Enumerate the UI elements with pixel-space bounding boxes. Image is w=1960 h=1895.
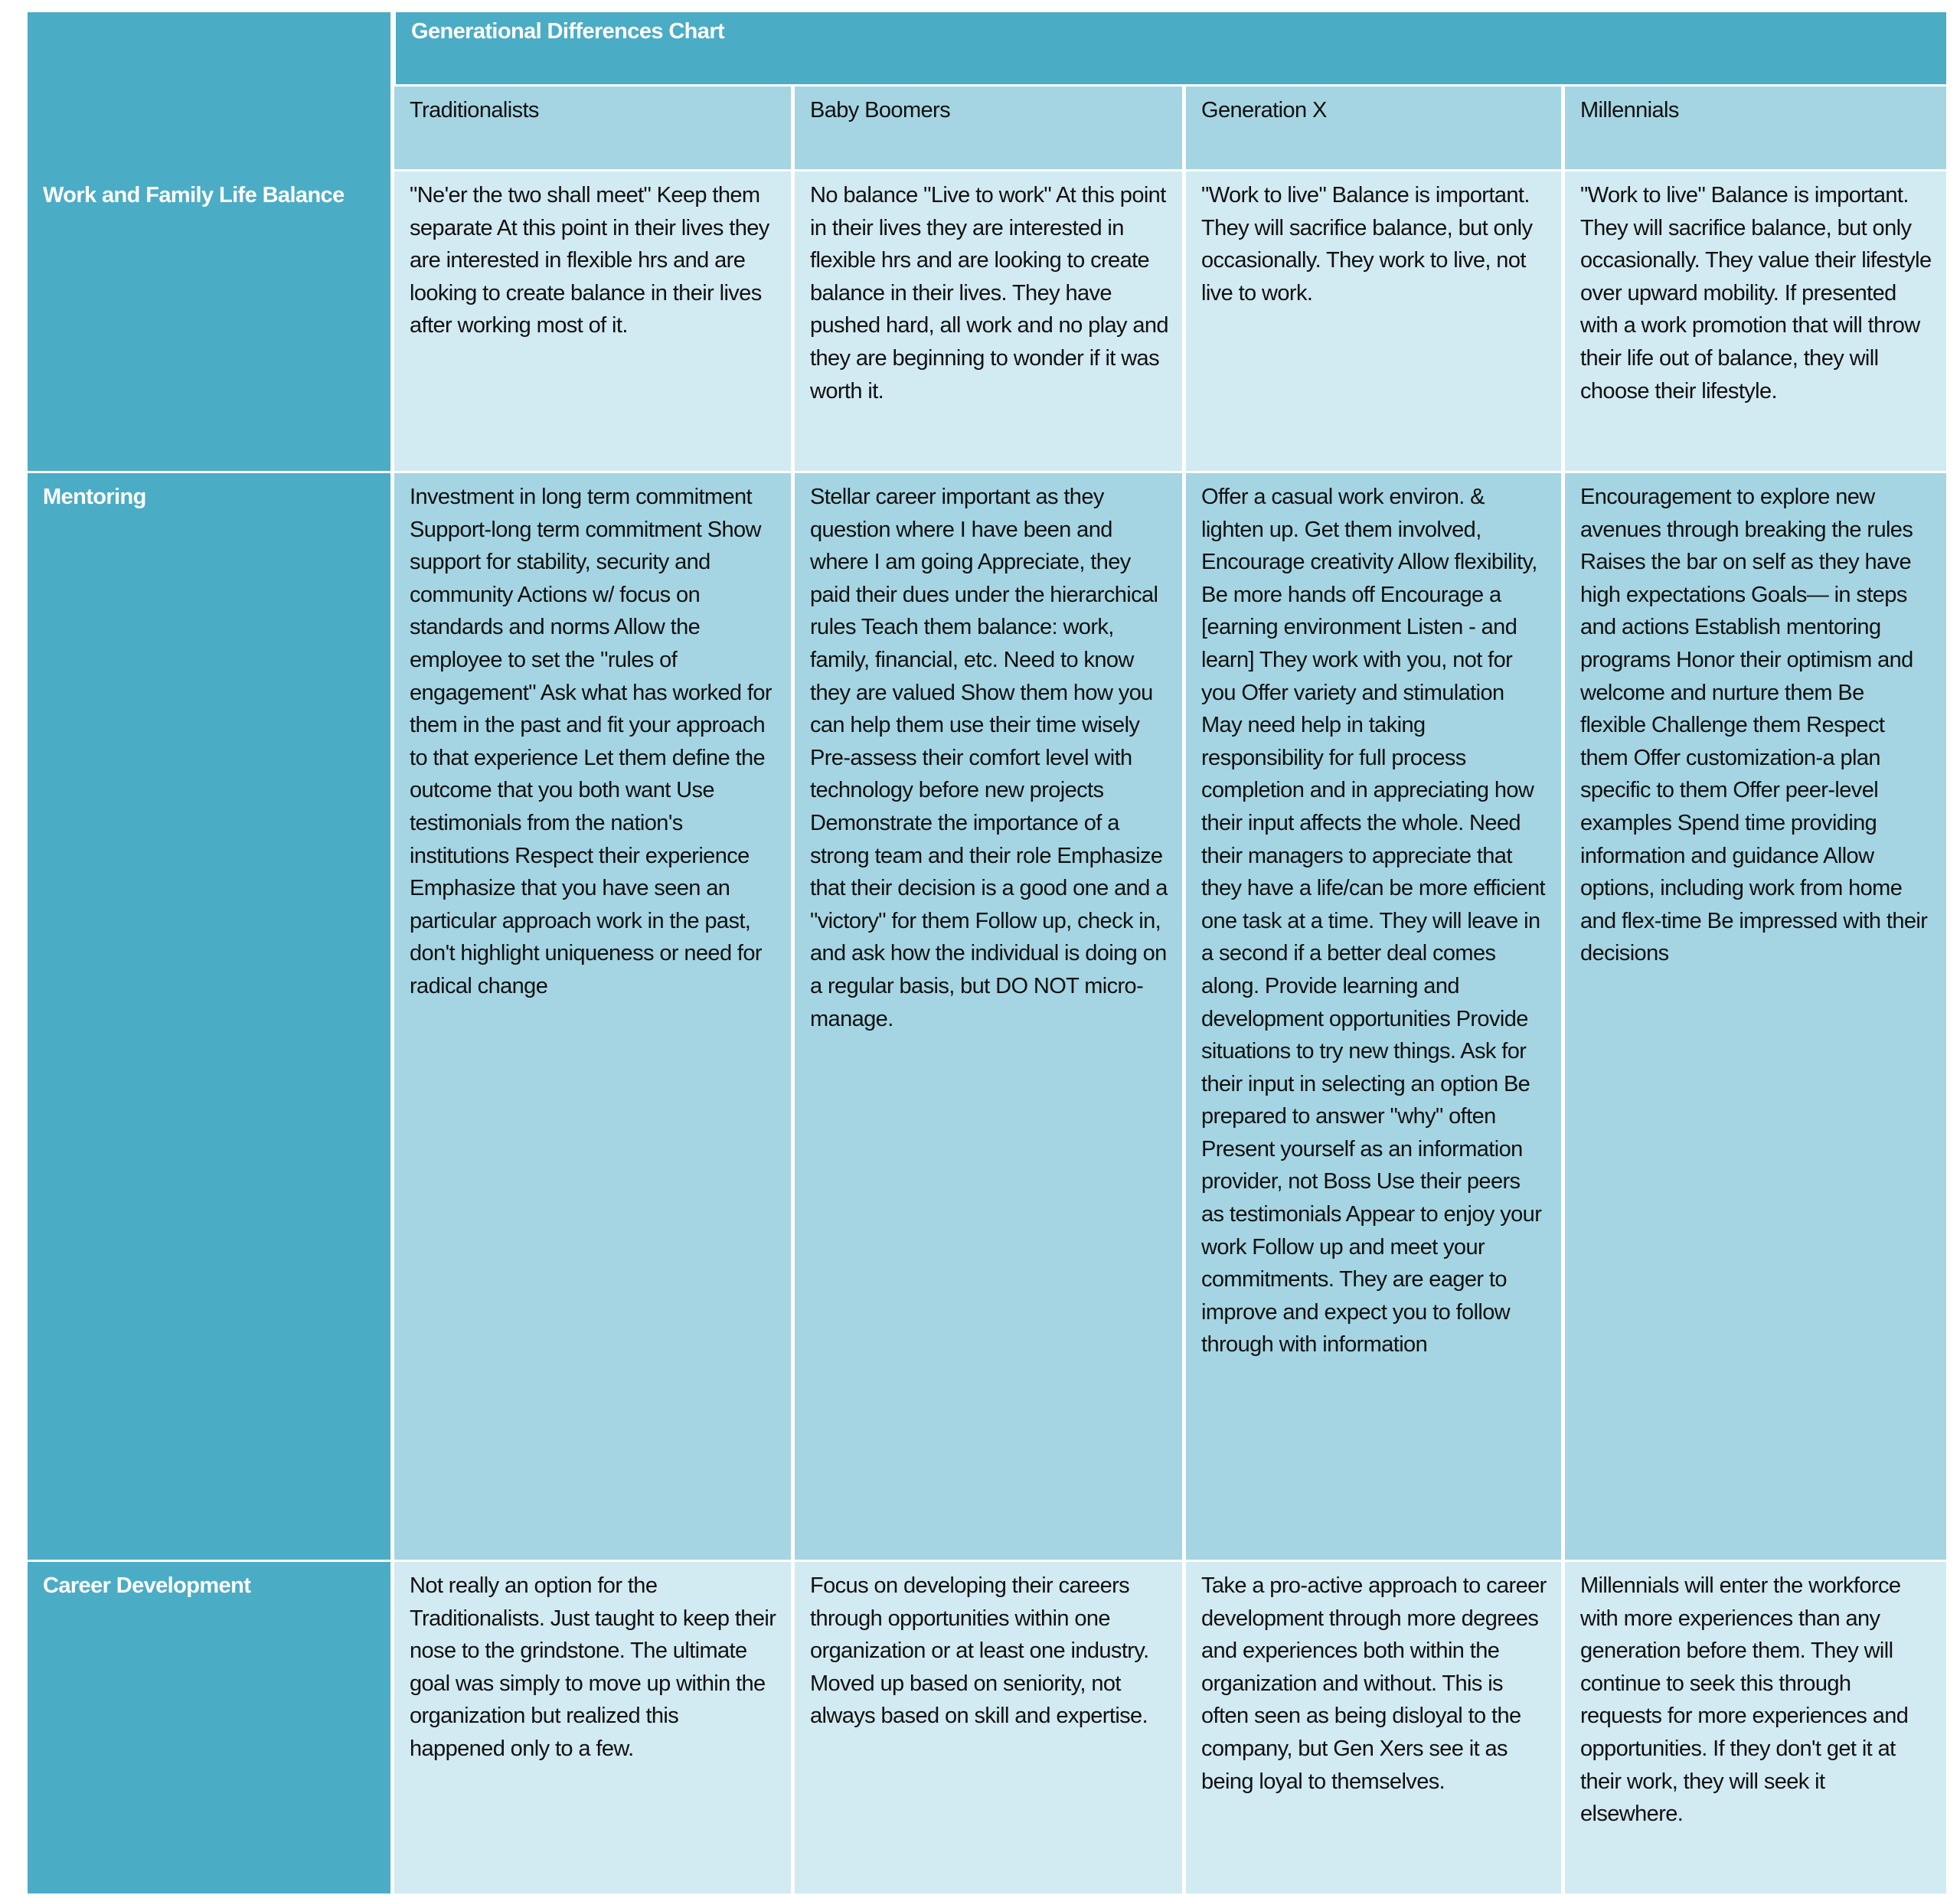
column-header-baby-boomers: Baby Boomers	[795, 87, 1182, 169]
table-cell: Take a pro-active approach to career development through more degrees and experiences both within the organization and without. This is often seen as being disloyal to the company, but Gen Xers see it as being loyal to themselves.	[1186, 1562, 1561, 1893]
column-header-generation-x: Generation X	[1186, 87, 1561, 169]
column-header-traditionalists: Traditionalists	[394, 87, 791, 169]
table-cell: Offer a casual work environ. & lighten up. Get them involved, Encourage creativity Allow flexibility, Be more hands off Encourage a [earning environment Listen - and learn] They work with you, not for you Offer variety and stimulation May need help in taking responsibility for full process completion and in appreciating how their input affects the whole. Need their managers to appreciate that they have a life/can be more efficient one task at a time. They will leave in a second if a better deal comes along. Provide learning and development opportunities Provide situations to try new things. Ask for their input in selecting an option Be prepared to answer "why" often Present yourself as an information provider, not Boss Use their peers as testimonials Appear to enjoy your work Follow up and meet your commitments. They are eager to improve and expect you to follow through with information	[1186, 473, 1561, 1560]
table-cell: "Work to live" Balance is important. They will sacrifice balance, but only occasionally. They work to live, not live to work.	[1186, 172, 1561, 471]
table-cell: "Work to live" Balance is important. They will sacrifice balance, but only occasionally. They value their lifestyle over upward mobility. If presented with a work promotion that will throw their life out of balance, they will choose their lifestyle.	[1565, 172, 1946, 471]
table-cell: Not really an option for the Traditionalists. Just taught to keep their nose to the grindstone. The ultimate goal was simply to move up within the organization but realized this happened only to a few.	[394, 1562, 791, 1893]
row-header-career-development: Career Development	[28, 1562, 390, 1893]
generational-differences-table	[28, 12, 1936, 1890]
column-header-millennials: Millennials	[1565, 87, 1946, 169]
table-cell: Millennials will enter the workforce with more experiences than any generation before them. They will continue to seek this through requests for more experiences and opportunities. If they don't get it at their work, they will seek it elsewhere.	[1565, 1562, 1946, 1893]
table-cell: Investment in long term commitment Support-long term commitment Show support for stability, security and community Actions w/ focus on standards and norms Allow the employee to set the "rules of engagement" Ask what has worked for them in the past and fit your approach to that experience Let them define the outcome that you both want Use testimonials from the nation's institutions Respect their experience Emphasize that you have seen an particular approach work in the past, don't highlight uniqueness or need for radical change	[394, 473, 791, 1560]
table-cell: Encouragement to explore new avenues through breaking the rules Raises the bar on self as they have high expectations Goals— in steps and actions Establish mentoring programs Honor their optimism and welcome and nurture them Be flexible Challenge them Respect them Offer customization-a plan specific to them Offer peer-level examples Spend time providing information and guidance Allow options, including work from home and flex-time Be impressed with their decisions	[1565, 473, 1946, 1560]
table-cell: "Ne'er the two shall meet" Keep them separate At this point in their lives they are interested in flexible hrs and are looking to create balance in their lives after working most of it.	[394, 172, 791, 471]
table-title: Generational Differences Chart	[396, 12, 1946, 84]
corner-cell	[28, 12, 390, 172]
row-header-work-family-balance: Work and Family Life Balance	[28, 172, 390, 471]
table-cell: Stellar career important as they question where I have been and where I am going Appreciate, they paid their dues under the hierarchical rules Teach them balance: work, family, financial, etc. Need to know they are valued Show them how you can help them use their time wisely Pre-assess their comfort level with technology before new projects Demonstrate the importance of a strong team and their role Emphasize that their decision is a good one and a "victory" for them Follow up, check in, and ask how the individual is doing on a regular basis, but DO NOT micro-manage.	[795, 473, 1182, 1560]
table-cell: No balance "Live to work" At this point in their lives they are interested in flexible hrs and are looking to create balance in their lives. They have pushed hard, all work and no play and they are beginning to wonder if it was worth it.	[795, 172, 1182, 471]
row-header-mentoring: Mentoring	[28, 473, 390, 1560]
table-cell: Focus on developing their careers through opportunities within one organization or at least one industry. Moved up based on seniority, not always based on skill and expertise.	[795, 1562, 1182, 1893]
